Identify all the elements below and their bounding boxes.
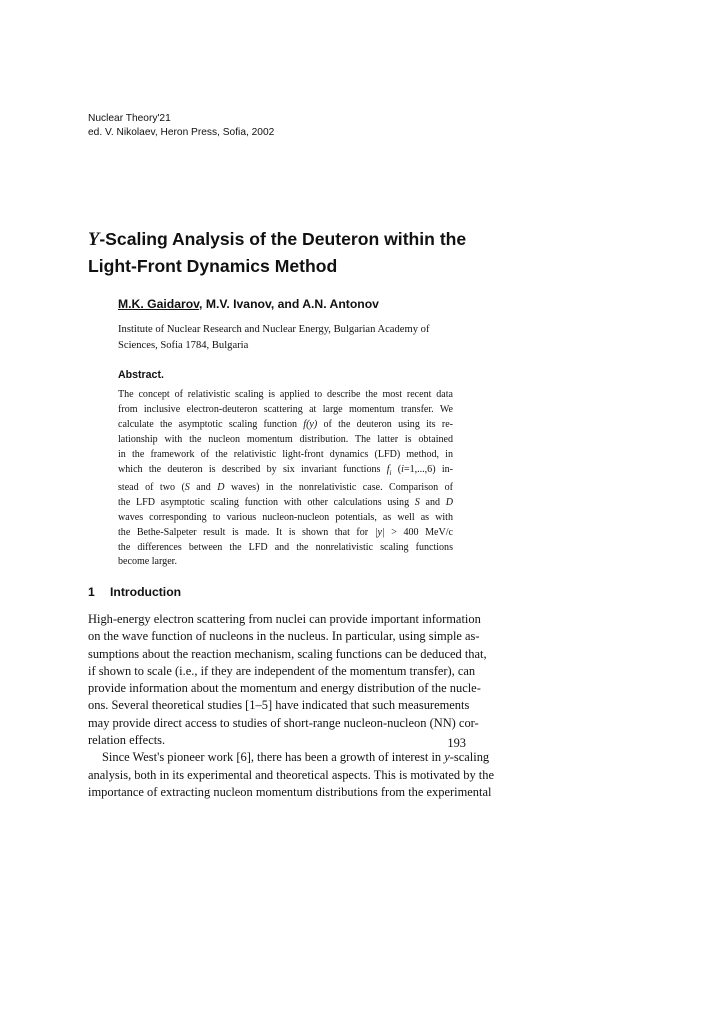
body-line: may provide direct access to studies of short-range nucleon-nucleon (NN) cor- xyxy=(88,715,479,730)
abstract-text-run: ( xyxy=(391,463,402,475)
journal-name: Nuclear Theory'21 xyxy=(88,113,171,124)
abstract-line: The concept of relativistic scaling is applied to describe the most recent data xyxy=(118,389,453,400)
title-line-1-text: -Scaling Analysis of the Deuteron within the xyxy=(99,229,467,249)
math-S: S xyxy=(414,496,420,508)
page-number: 193 xyxy=(447,736,466,750)
abstract-line xyxy=(118,526,453,541)
abstract-text-run: =1,...,6) in- xyxy=(403,463,454,475)
journal-header xyxy=(88,112,274,140)
abstract-line xyxy=(118,418,453,433)
math-S: S xyxy=(184,481,190,493)
abstract-text-run: calculate the asymptotic scaling function xyxy=(118,418,304,430)
body-line: provide information about the momentum and energy distribution of the nucle- xyxy=(88,681,481,696)
section-title: Introduction xyxy=(110,585,182,599)
abstract-line: lationship with the nucleon momentum distribution. The latter is obtained xyxy=(118,433,453,445)
affiliation xyxy=(118,322,478,353)
math-greater-than: > xyxy=(384,526,404,538)
affiliation-line-1: Institute of Nuclear Research and Nuclear Energy, Bulgarian Academy of xyxy=(118,324,430,335)
math-D: D xyxy=(217,481,225,493)
journal-editor-line: ed. V. Nikolaev, Heron Press, Sofia, 2002 xyxy=(88,127,275,138)
paper-title xyxy=(88,226,558,279)
abstract-line: in the framework of the relativistic light-front dynamics (LFD) method, in xyxy=(118,448,453,460)
abstract-line xyxy=(118,481,453,496)
abstract-text xyxy=(118,388,453,570)
math-i: i xyxy=(401,463,404,475)
abstract-line xyxy=(118,496,453,511)
body-line: sumptions about the reaction mechanism, scaling functions can be deduced that, xyxy=(88,646,487,661)
math-abs-y: |y| xyxy=(374,526,385,538)
body-line: on the wave function of nucleons in the nucleus. In particular, using simple as- xyxy=(88,629,480,644)
math-f: f xyxy=(386,463,390,475)
abstract-text-run: the LFD asymptotic scaling function with other calculations using xyxy=(118,496,415,508)
math-subscript-i: i xyxy=(389,468,392,477)
abstract-text-run: and xyxy=(419,496,446,508)
section-number: 1 xyxy=(88,585,95,599)
body-line: analysis, both in its experimental and theoretical aspects. This is motivated by the xyxy=(88,767,494,782)
abstract-text-run: which the deuteron is described by six invariant functions xyxy=(118,463,387,475)
abstract-line: become larger. xyxy=(118,556,177,568)
body-text-run: -scaling xyxy=(449,750,490,765)
abstract-text-run: 400 MeV/c xyxy=(403,526,453,538)
math-y: y xyxy=(444,750,450,765)
abstract-text-run: stead of two ( xyxy=(118,481,185,493)
body-line: if shown to scale (i.e., if they are independent of the momentum transfer), can xyxy=(88,663,476,678)
abstract-text-run: the Bethe-Salpeter result is made. It is shown that for xyxy=(118,526,375,538)
abstract-line: from inclusive electron-deuteron scattering at large momentum transfer. We xyxy=(118,403,453,415)
math-f-of-y: f(y) xyxy=(303,418,318,430)
body-line: ons. Several theoretical studies [1–5] have indicated that such measurements xyxy=(88,698,470,713)
abstract-line xyxy=(118,463,453,481)
author-list xyxy=(118,297,379,311)
section-heading xyxy=(88,585,181,599)
body-text-run: Since West's pioneer work [6], there has been a growth of interest in xyxy=(102,750,445,765)
affiliation-line-2: Sciences, Sofia 1784, Bulgaria xyxy=(118,339,249,351)
presenting-author: M.K. Gaidarov xyxy=(118,297,200,311)
co-authors: , M.V. Ivanov, and A.N. Antonov xyxy=(199,297,379,311)
body-text xyxy=(88,611,494,801)
abstract-text-run: waves) in the nonrelativistic case. Comparison of xyxy=(224,481,453,493)
body-line: relation effects. xyxy=(88,733,166,748)
body-line: importance of extracting nucleon momentum distributions from the experimental xyxy=(88,784,492,799)
abstract-text-run: and xyxy=(189,481,218,493)
title-line-2: Light-Front Dynamics Method xyxy=(88,256,338,276)
abstract-line: the differences between the LFD and the nonrelativistic scaling functions xyxy=(118,541,453,553)
title-line-1 xyxy=(88,226,558,253)
body-line: High-energy electron scattering from nuclei can provide important information xyxy=(88,612,481,626)
abstract-heading: Abstract. xyxy=(118,369,164,381)
abstract-line: waves corresponding to various nucleon-nucleon potentials, as well as with xyxy=(118,511,453,523)
abstract-text-run: of the deuteron using its re- xyxy=(317,418,454,430)
math-D: D xyxy=(445,496,453,508)
title-symbol: Y xyxy=(88,230,100,250)
body-line xyxy=(88,749,490,766)
